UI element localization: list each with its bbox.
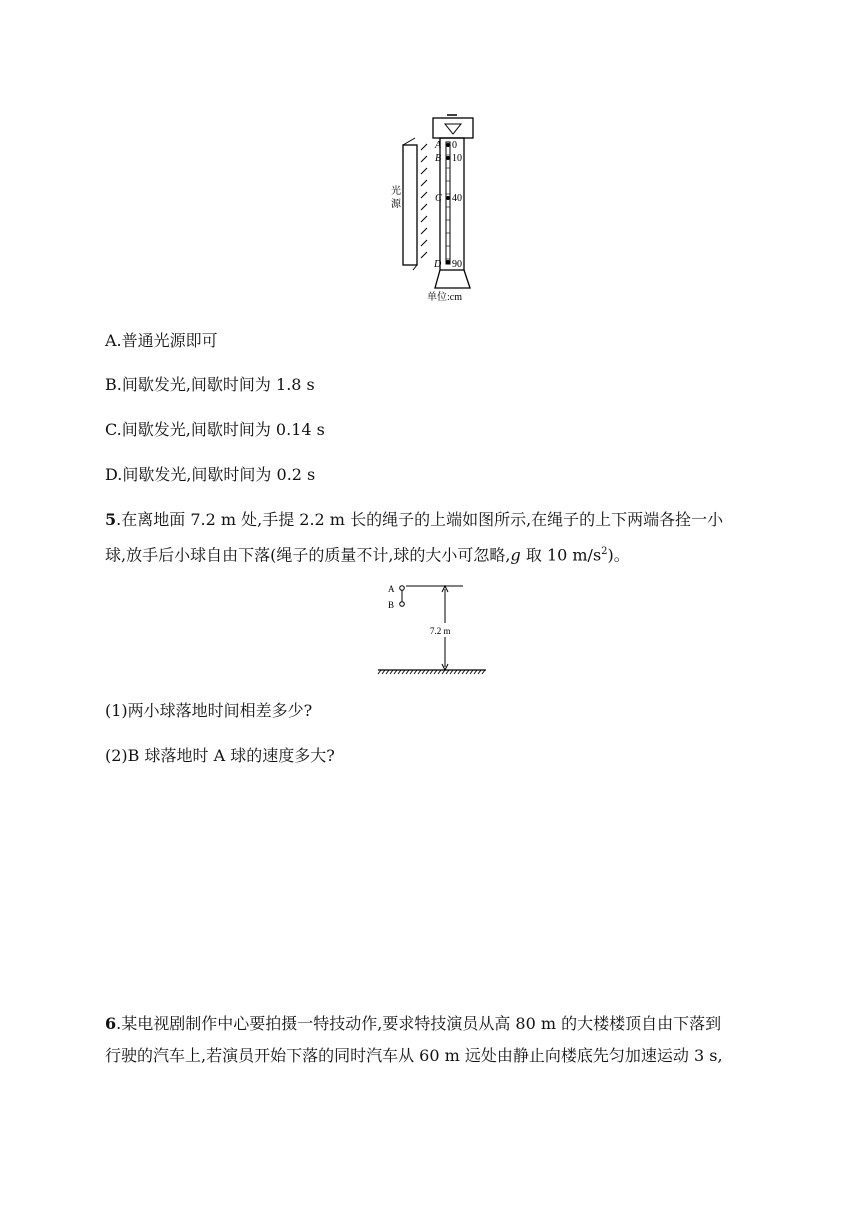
light-source-label-top: 光 [391, 186, 401, 197]
scale-value-0: 0 [452, 140, 457, 151]
drop-a [446, 143, 450, 147]
scale-value-10: 10 [452, 153, 462, 164]
ball-b [400, 602, 405, 607]
q6-line-2: 行驶的汽车上,若演员开始下落的同时汽车从 60 m 远处由静止向楼底先匀加速运动 3 s, [105, 1046, 723, 1065]
q5-line-2 [105, 541, 630, 566]
drop-b [446, 156, 450, 160]
light-source-box [403, 145, 417, 265]
option-b: B.间歇发光,间歇时间为 1.8 s [105, 375, 315, 394]
q5-sub-2: (2)B 球落地时 A 球的速度多大? [105, 746, 335, 765]
height-label: 7.2 m [430, 626, 451, 636]
q6-number: 6 [105, 1014, 117, 1033]
q5-exponent: 2 [601, 546, 608, 557]
q6-line-1 [105, 1013, 721, 1035]
q5-g-symbol: g [510, 545, 521, 565]
q5-line-1 [105, 509, 723, 531]
ball-a [400, 586, 405, 591]
unit-label: 单位:cm [427, 292, 462, 303]
q5-text-2b: 取 10 m/s [520, 545, 602, 565]
point-b-label: B [435, 153, 442, 164]
drop-d [446, 260, 450, 264]
scale-value-40: 40 [452, 193, 462, 204]
stroboscope-tube-figure [385, 110, 485, 305]
option-c: C.间歇发光,间歇时间为 0.14 s [105, 420, 325, 439]
falling-balls-figure [376, 578, 488, 678]
q5-text-2c: )。 [607, 545, 630, 565]
option-a: A.普通光源即可 [105, 331, 218, 350]
scale-value-90: 90 [452, 259, 462, 270]
q5-text-1: .在离地面 7.2 m 处,手提 2.2 m 长的绳子的上端如图所示,在绳子的上下两端各拴一小 [116, 510, 724, 529]
option-d: D.间歇发光,间歇时间为 0.2 s [105, 465, 316, 484]
dripper [433, 118, 473, 138]
point-d-label: D [434, 259, 442, 270]
hatch-marks [421, 144, 427, 258]
light-source-label-bottom: 源 [391, 199, 401, 210]
drop-c [446, 196, 450, 200]
q5-text-2a: 球,放手后小球自由下落(绳子的质量不计,球的大小可忽略, [105, 545, 511, 565]
q5-sub-1: (1)两小球落地时间相差多少? [105, 701, 313, 720]
ball-b-label: B [388, 600, 395, 610]
q6-text-1: .某电视剧制作中心要拍摄一特技动作,要求特技演员从高 80 m 的大楼楼顶自由下落到 [116, 1014, 722, 1033]
q5-number: 5 [105, 510, 117, 529]
point-a-label: A [435, 140, 442, 151]
ball-a-label: A [388, 584, 395, 594]
point-c-label: C [435, 193, 442, 204]
